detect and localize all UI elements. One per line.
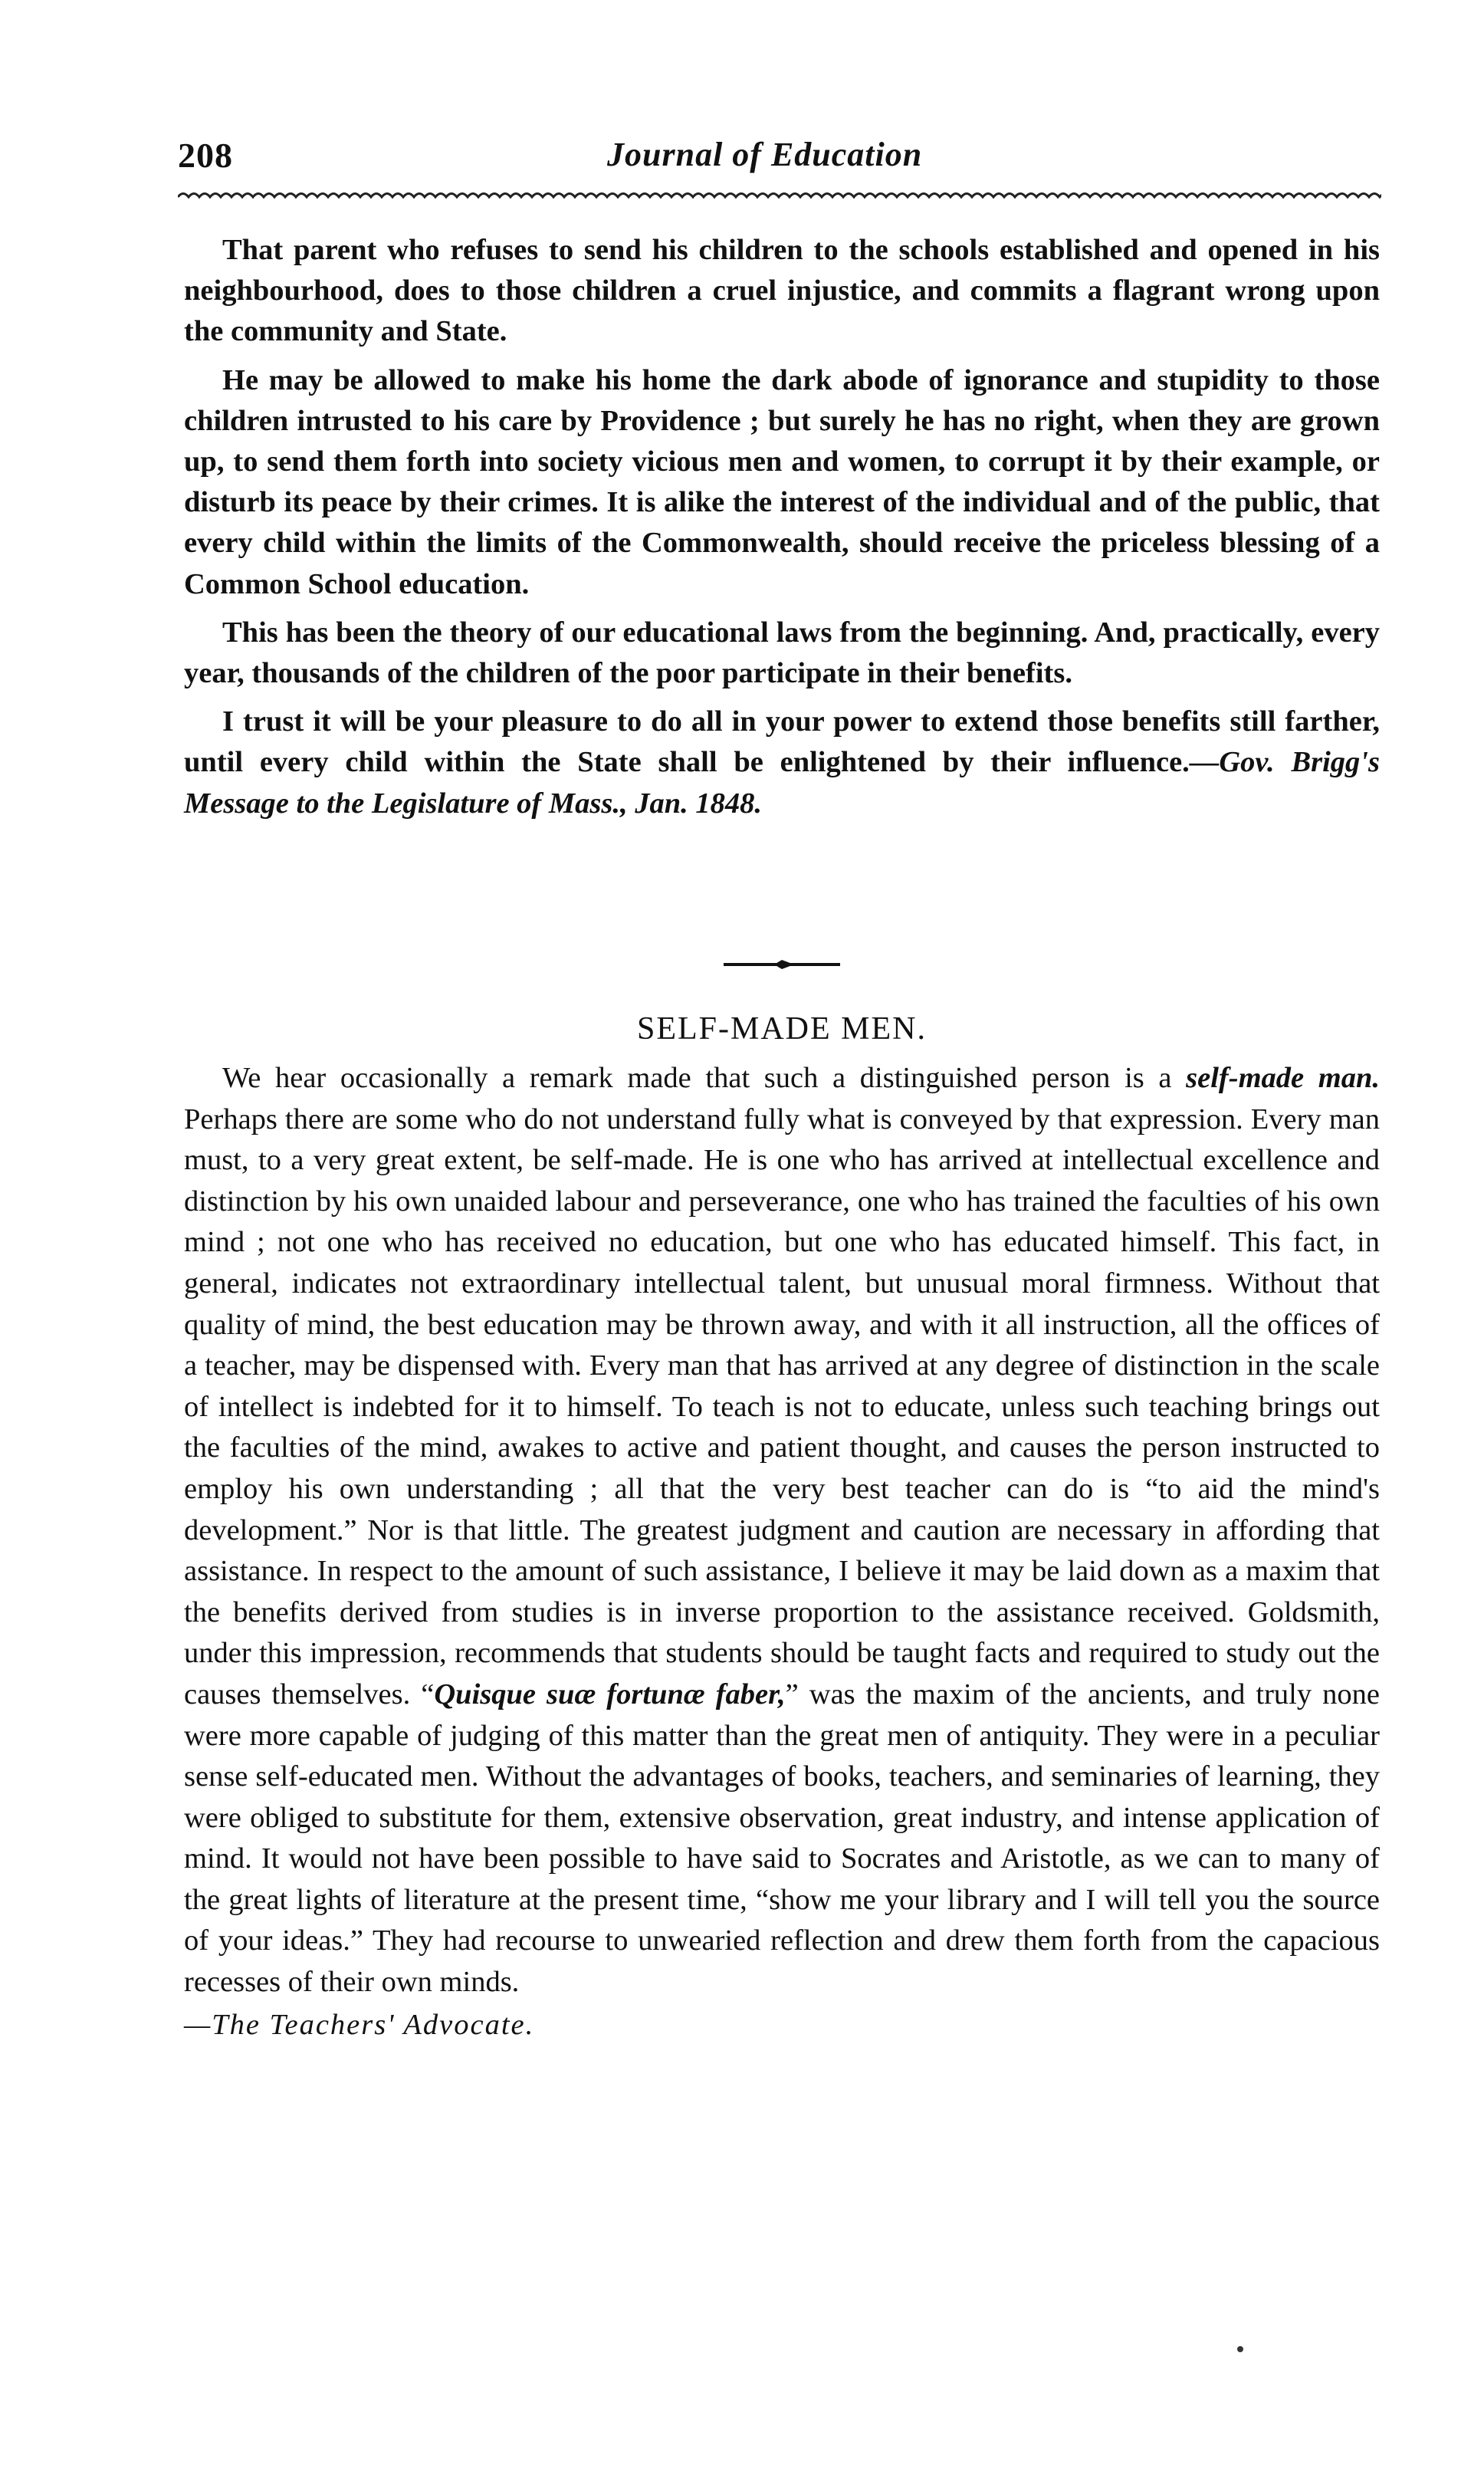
section-divider [721,957,843,972]
paragraph: This has been the theory of our educational laws from the beginning. And, practically, every year, thousands of the children of the poor participate in their benefits. [184,616,1380,690]
article-title: SELF-MADE MEN. [636,1011,927,1047]
running-head [178,135,1381,189]
journal-title: Journal of Education [607,136,923,173]
message-attribution: —Gov. Brigg's Message to the Legislature of Mass., Jan. 1848. [184,746,1380,820]
paragraph-text: I trust it will be your pleasure to do all in your power to extend those benefits still farther, until every child within the State shall be enlightened by their influence. [184,705,1380,779]
ink-speck [1237,2346,1243,2352]
wavy-rule [178,187,1381,207]
article-text: We hear occasionally a remark made that such a distinguished person is a [222,1062,1187,1094]
article-text: ” was the maxim of the ancients, and truly none were more capable of judging of this matter than the great men of antiquity. They were in a peculiar sense self-educated men. Without the advantages of books, teachers, and seminaries of learning, they were obliged to substitute for them, extensive observation, great industry, and intense application of mind. It would not have been possible to have said to Socrates and Aristotle, as we can to many of the great lights of literature at the present time, “show me your library and I will tell you the source of your ideas.” They had recourse to unwearied reflection and drew them forth from the capacious recesses of their own minds. [184,1678,1380,1999]
paragraph: He may be allowed to make his home the dark abode of ignorance and stupidity to those children intrusted to his care by Providence ; but surely he has no right, when they are grown up, to send them forth into society vicious men and women, to corrupt it by their example, or disturb its peace by their crimes. It is alike the interest of the individual and of the public, that every child within the limits of the Commonwealth, should receive the priceless blessing of a Common School education. [184,363,1380,600]
emphasis: self-made man. [1186,1062,1380,1094]
paragraph [184,1058,1380,2003]
paragraph: That parent who refuses to send his children to the schools established and opened in his neighbourhood, does to those children a cruel injustice, and commits a flagrant wrong upon the community and State. [184,234,1380,348]
article-text: Perhaps there are some who do not understand fully what is conveyed by that expression. Every man must, to a very great extent, be self-made. He is one who has arrived at intellectual excellence and distinction by his own unaided labour and perseverance, one who has trained the faculties of his own mind ; not one who has received no education, but one who has educated himself. This fact, in general, indicates not extraordinary intellectual talent, but unusual moral firmness. Without that quality of mind, the best education may be thrown away, and with it all instruction, all the offices of a teacher, may be dispensed with. Every man that has arrived at any degree of distinction in the scale of intellect is indebted for it to himself. To teach is not to educate, unless such teaching brings out the faculties of the mind, awakes to active and patient thought, and causes the person instructed to employ his own understanding ; all that the very best teacher can do is “to aid the mind's development.” Nor is that little. The greatest judgment and caution are necessary in affording that assistance. In respect to the amount of such assistance, I believe it may be laid down as a maxim that the benefits derived from studies is in inverse proportion to the assistance received. Goldsmith, under this impression, recommends that students should be taught facts and required to study out the causes themselves. “ [184,1103,1380,1711]
paragraph [184,702,1380,824]
page-number: 208 [178,136,233,175]
article-source: —The Teachers' Advocate. [184,2008,535,2041]
article-body [184,1058,1380,2046]
latin-maxim: Quisque suæ fortunæ faber, [434,1678,786,1711]
intro-text [184,230,1380,824]
